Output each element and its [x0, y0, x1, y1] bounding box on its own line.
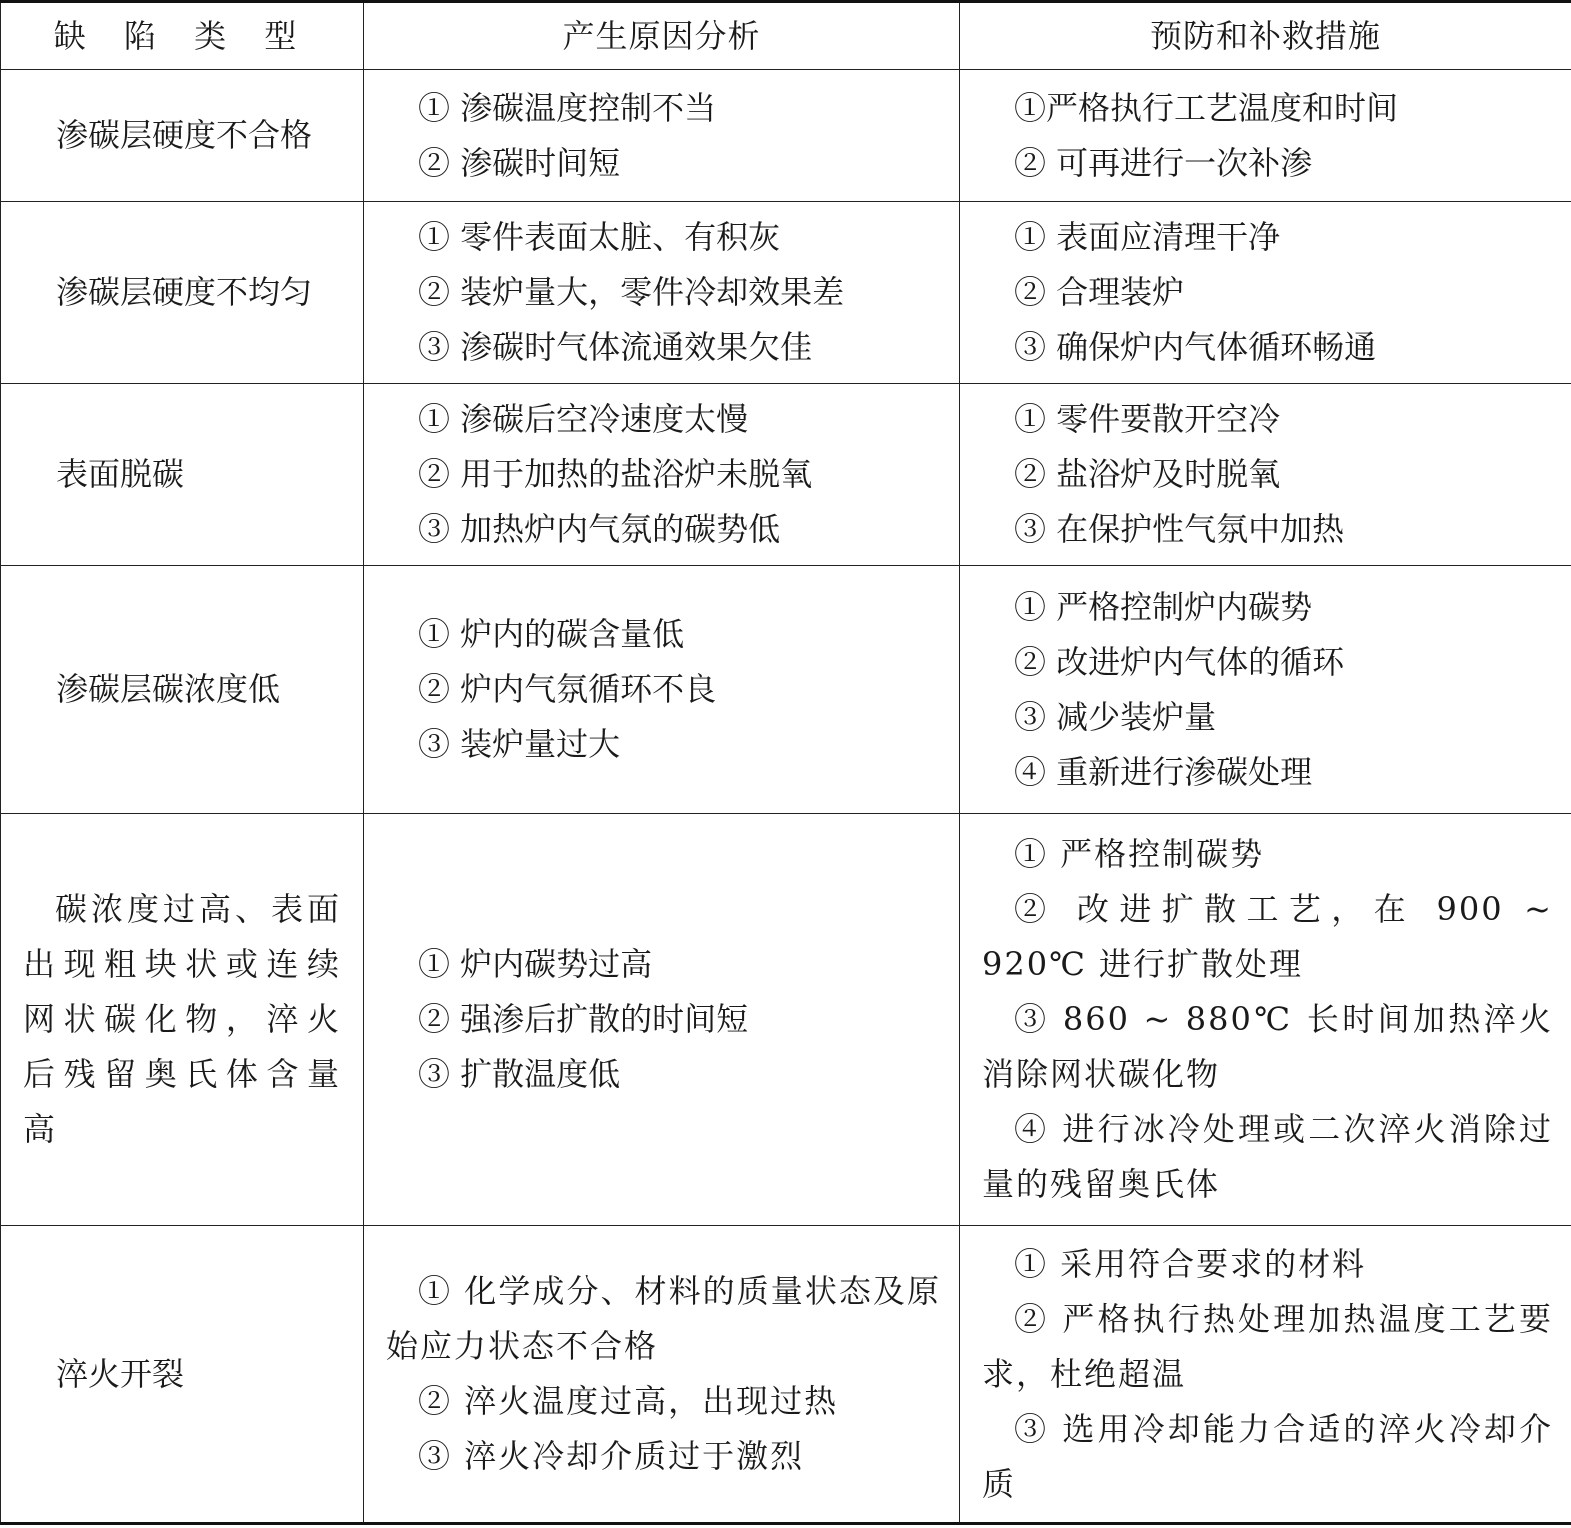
cause-item: ② 渗碳时间短	[418, 143, 621, 182]
cause-item: ② 强渗后扩散的时间短	[418, 1000, 749, 1038]
measure-item: ① 采用符合要求的材料	[1014, 1244, 1367, 1283]
table-row	[1, 566, 1571, 814]
measures-cell	[960, 814, 1571, 1226]
measures-cell	[960, 384, 1571, 566]
causes-cell	[364, 566, 960, 814]
cause-item: ① 零件表面太脏、有积灰	[418, 218, 781, 256]
header-defect-type: 缺 陷 类 型	[1, 2, 364, 70]
measure-item: ② 盐浴炉及时脱氧	[1014, 455, 1281, 493]
defect-cell	[1, 814, 364, 1226]
measures-cell	[960, 202, 1571, 384]
cause-item: ② 用于加热的盐浴炉未脱氧	[418, 455, 813, 493]
measure-item: ② 可再进行一次补渗	[1014, 143, 1313, 182]
measure-item: ①严格执行工艺温度和时间	[1014, 88, 1399, 127]
causes-cell	[364, 202, 960, 384]
cause-item: ① 炉内碳势过高	[418, 945, 653, 983]
measure-item: ① 严格控制碳势	[1014, 835, 1265, 873]
defect-cell: 渗碳层碳浓度低	[1, 566, 364, 814]
header-prevention-measures: 预防和补救措施	[960, 2, 1571, 70]
header-cause-analysis: 产生原因分析	[364, 2, 960, 70]
measure-item: ③ 在保护性气氛中加热	[1014, 510, 1345, 548]
measure-item: ① 严格控制炉内碳势	[1014, 587, 1313, 626]
defect-cell: 表面脱碳	[1, 384, 364, 566]
measures-cell	[960, 566, 1571, 814]
measure-item: ② 改进扩散工艺，在 900 ~ 920℃ 进行扩散处理	[982, 890, 1553, 983]
cause-item: ② 淬火温度过高，出现过热	[418, 1382, 839, 1420]
measure-item: ③ 860 ~ 880℃ 长时间加热淬火消除网状碳化物	[982, 1000, 1553, 1093]
table-row	[1, 70, 1571, 202]
cause-item: ② 炉内气氛循环不良	[418, 670, 717, 708]
measure-item: ③ 选用冷却能力合适的淬火冷却介质	[982, 1409, 1553, 1503]
measure-item: ① 零件要散开空冷	[1014, 400, 1281, 438]
measure-item: ② 改进炉内气体的循环	[1014, 642, 1345, 681]
measure-item: ③ 减少装炉量	[1014, 697, 1217, 736]
measure-item: ④ 进行冰冷处理或二次淬火消除过量的残留奥氏体	[982, 1110, 1553, 1203]
cause-item: ③ 加热炉内气氛的碳势低	[418, 510, 781, 548]
defect-cell: 渗碳层硬度不合格	[1, 70, 364, 202]
defect-cell: 渗碳层硬度不均匀	[1, 202, 364, 384]
measure-item: ② 合理装炉	[1014, 273, 1185, 311]
cause-item: ③ 渗碳时气体流通效果欠佳	[418, 328, 813, 366]
cause-item: ② 装炉量大，零件冷却效果差	[418, 273, 845, 311]
cause-item: ① 炉内的碳含量低	[418, 615, 685, 653]
measures-cell	[960, 1226, 1571, 1524]
cause-item: ① 渗碳温度控制不当	[418, 88, 717, 127]
causes-cell	[364, 1226, 960, 1524]
cause-item: ① 渗碳后空冷速度太慢	[418, 400, 749, 438]
header-row	[1, 2, 1571, 70]
cause-item: ③ 淬火冷却介质过于激烈	[418, 1437, 805, 1475]
table-row	[1, 384, 1571, 566]
causes-cell	[364, 70, 960, 202]
measures-cell	[960, 70, 1571, 202]
measure-item: ② 严格执行热处理加热温度工艺要求，杜绝超温	[982, 1299, 1553, 1393]
cause-item: ③ 装炉量过大	[418, 725, 621, 763]
cause-item: ③ 扩散温度低	[418, 1055, 621, 1093]
table-row	[1, 814, 1571, 1226]
table-row	[1, 1226, 1571, 1524]
cause-item: ① 化学成分、材料的质量状态及原始应力状态不合格	[386, 1272, 941, 1365]
measure-item: ③ 确保炉内气体循环畅通	[1014, 328, 1377, 366]
causes-cell	[364, 814, 960, 1226]
causes-cell	[364, 384, 960, 566]
defect-cell: 淬火开裂	[1, 1226, 364, 1524]
measure-item: ④ 重新进行渗碳处理	[1014, 752, 1313, 791]
defect-text: 碳浓度过高、表面出现粗块状或连续网状碳化物，淬火后残留奥氏体含量高	[23, 890, 344, 1148]
measure-item: ① 表面应清理干净	[1014, 218, 1281, 256]
table-row	[1, 202, 1571, 384]
